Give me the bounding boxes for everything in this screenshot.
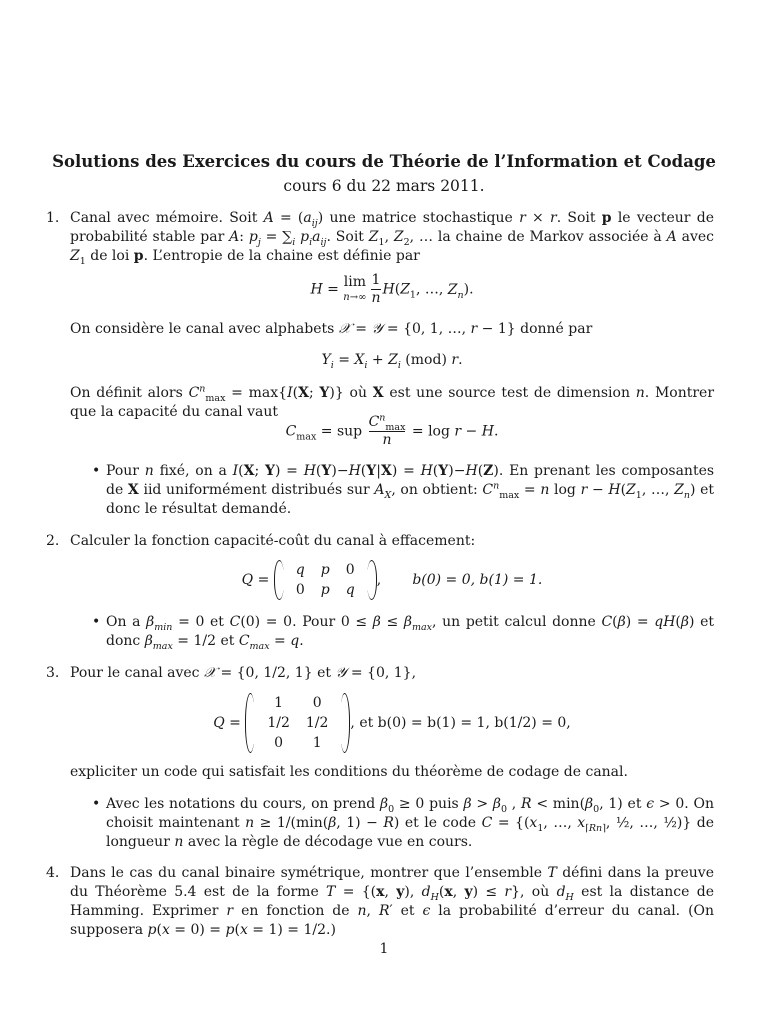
matrix-cell: q	[295, 562, 305, 578]
matrix-cell: 1/2	[267, 715, 290, 731]
matrix-cell: p	[320, 582, 330, 598]
channel-equation: $Y_i = X_i + Z_i$ (mod) r.	[321, 352, 463, 371]
exercise-4-statement: Dans le cas du canal binaire symétrique, montrer que l’ensemble T défini dans la preuve du Théorème 5.4 est de la forme T = {(x, y), $d_H(x$, y) ≤ r}, où $d_H$ est la distance de Hamming. Exprimer r en fonction de n, R′ et ϵ la probabilité d’erreur du canal. (On supposera p(x = 0) = p(x = 1) = 1/2.)	[70, 865, 715, 938]
entropy-equation: H = lim n→∞ $\frac{1}{n}$ $H(Z_1$, …, $Z_n$).	[310, 272, 474, 306]
solution-bullet: • Pour n fixé, on a I(X; Y) = H(Y)−H(Y|X) = H(Y)−H(Z). En prenant les composantes de X iid uniformément distribués sur $A_X$, on obtient: $C^n_{max} = n$ $\log r - H(Z_1$, …, $Z_n$) et donc le résultat demandé.	[92, 463, 715, 517]
solution-bullet: • On a $\beta_{min} = 0$ et C(0) = 0. Pour $0 \le \beta \le \beta_{max}$, un petit calcul donne C(β) = qH(β) et donc $\beta_{max} = 1/2$ et $C_{max} = q$.	[92, 614, 715, 652]
channel-matrix-3: Q = 1 0 1/2 1/2 0 1 , et b(0) = b(1) = 1, b(1/2) = 0,	[213, 695, 571, 751]
matrix-cell: 0	[295, 582, 305, 598]
exercise-2-statement: Calculer la fonction capacité-coût du canal à effacement:	[70, 533, 476, 549]
exercise-3-statement: Pour le canal avec 𝒳 = {0, 1/2, 1} et 𝒴 = {0, 1},	[70, 665, 417, 681]
exercise-number: 4.	[46, 865, 60, 881]
cost-function: b(0) = 0, b(1) = 1.	[412, 572, 543, 588]
exercise-1	[46, 209, 714, 267]
matrix-cell: 0	[312, 695, 322, 711]
exercise-number: 3.	[46, 665, 60, 681]
exercise-number: 1.	[46, 210, 60, 226]
document-subtitle: cours 6 du 22 mars 2011.	[283, 177, 485, 195]
matrix-cell: p	[320, 562, 330, 578]
exercise-1-channel: On considère le canal avec alphabets 𝒳 = 𝒴 = {0, 1, …, r − 1} donné par	[70, 321, 593, 337]
erasure-channel-matrix: Q = q p 0 0 p q , b(0) = 0, b(1) = 1.	[241, 562, 543, 598]
exercise-3	[46, 664, 714, 683]
exercise-1-capacity: On définit alors $C^n_{max} = \max\{I(X$; Y)} où X est une source test de dimension n. Montrer que la capacité du canal vaut	[70, 383, 715, 420]
exercise-3-task: expliciter un code qui satisfait les conditions du théorème de codage de canal.	[70, 764, 628, 780]
matrix-cell: 0	[274, 735, 284, 751]
document-title: Solutions des Exercices du cours de Théorie de l’Information et Codage	[52, 152, 716, 171]
exercise-1-statement: Canal avec mémoire. Soit $A = (a_{ij})$ une matrice stochastique r × r. Soit p le vecteur de probabilité stable par A: $p_j = \sum_i$ $p_ia_{ij}$. Soit $Z_1$, $Z_2$, … la chaine de Markov associée à A avec $Z_1$ de loi p. L’entropie de la chaine est définie par	[70, 210, 714, 267]
cost-conditions: , et b(0) = b(1) = 1, b(1/2) = 0,	[350, 715, 571, 731]
matrix-cell: 1	[274, 695, 284, 711]
matrix-cell: 0	[345, 562, 355, 578]
exercise-2	[46, 532, 714, 551]
matrix-cell: 1	[312, 735, 322, 751]
matrix-cell: 1/2	[305, 715, 329, 731]
capacity-equation: $C_{max}$ = sup $\frac{C^n_{max}}{n}$ = log r − H.	[285, 412, 499, 448]
exercise-4	[46, 864, 715, 940]
matrix-cell: q	[345, 582, 355, 598]
exercise-number: 2.	[46, 533, 60, 549]
solution-bullet: • Avec les notations du cours, on prend $\beta_0 \ge 0$ puis $\beta > \beta_0$ , $R < \min(\beta_0$, 1) et ϵ > 0. On choisit maintenant n ≥ 1/(min(β, 1) − R) et le code $C = \{(x_1$, …, $x_{⌈Rn⌉}$, ½, …, ½)} de longueur n avec la règle de décodage vue en cours.	[92, 796, 715, 850]
page-number: 1	[379, 941, 389, 957]
